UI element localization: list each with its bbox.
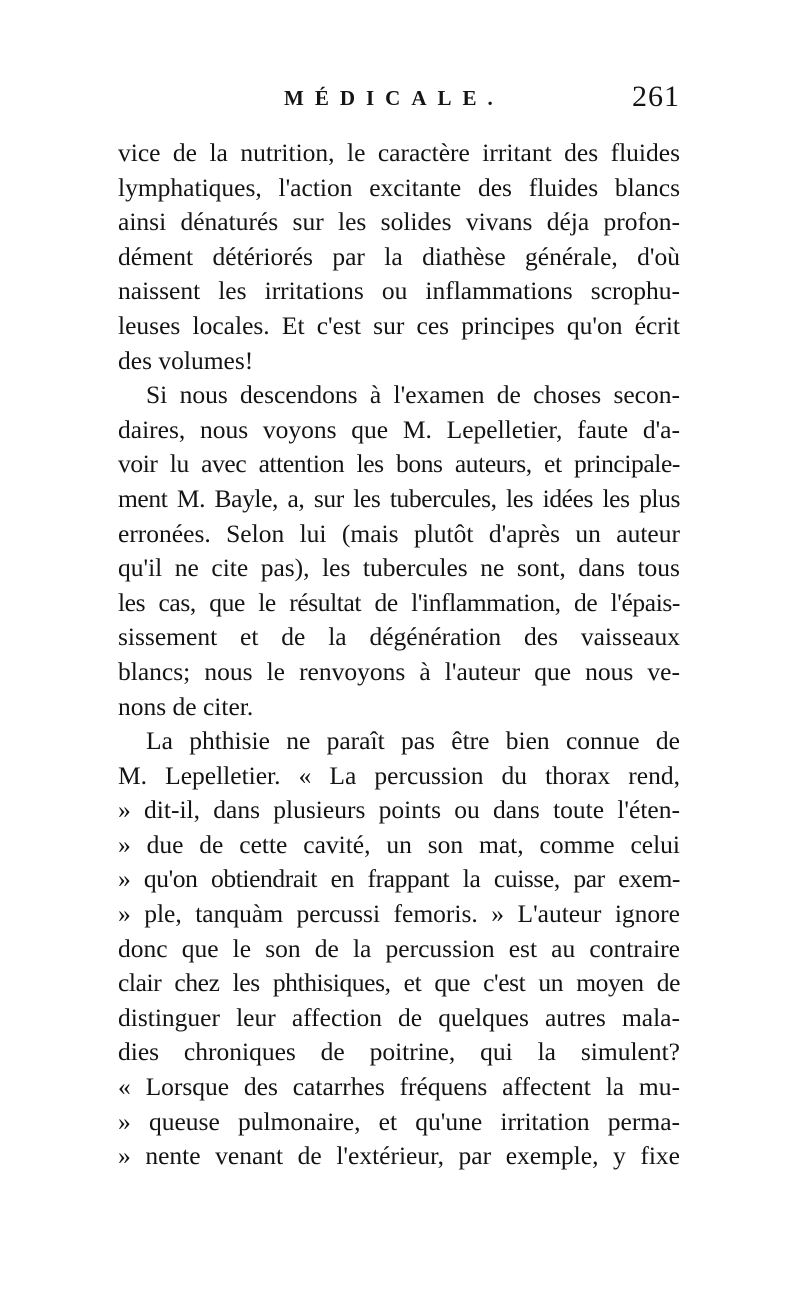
text-line: dies chroniques de poitrine, qui la simulent?: [118, 1037, 680, 1067]
text-line: nons de citer.: [118, 691, 254, 721]
text-line: » due de cette cavité, un son mat, comme celui: [118, 829, 680, 859]
text-line: » queuse pulmonaire, et qu'une irritation perma-: [118, 1106, 680, 1136]
text-line: lymphatiques, l'action excitante des fluides blancs: [118, 172, 680, 202]
text-line: » nente venant de l'extérieur, par exemple, y fixe: [118, 1141, 680, 1171]
text-line: sissement et de la dégénération des vaisseaux: [118, 622, 680, 652]
text-line: Si nous descendons à l'examen de choses secon-: [146, 380, 680, 410]
text-line: La phthisie ne paraît pas être bien connue de: [146, 726, 680, 756]
text-line: distinguer leur affection de quelques autres mala-: [118, 1002, 680, 1032]
text-line: erronées. Selon lui (mais plutôt d'après un auteur: [118, 518, 680, 548]
text-line: M. Lepelletier. « La percussion du thorax rend,: [118, 760, 680, 790]
text-line: voir lu avec attention les bons auteurs, et principale-: [118, 449, 680, 479]
text-line: dément détériorés par la diathèse générale, d'où: [118, 241, 680, 271]
text-line: » dit-il, dans plusieurs points ou dans toute l'éten-: [118, 795, 680, 825]
text-line: » qu'on obtiendrait en frappant la cuisse, par exem-: [118, 864, 680, 894]
text-line: ment M. Bayle, a, sur les tubercules, les idées les plus: [118, 483, 680, 513]
page-margin: [0, 1180, 800, 1300]
text-line: » ple, tanquàm percussi femoris. » L'auteur ignore: [118, 899, 680, 929]
body-text: [118, 136, 680, 1174]
text-line: clair chez les phthisiques, et que c'est un moyen de: [118, 968, 680, 998]
text-line: donc que le son de la percussion est au contraire: [118, 933, 680, 963]
text-line: « Lorsque des catarrhes fréquens affectent la mu-: [118, 1072, 680, 1102]
text-line: vice de la nutrition, le caractère irritant des fluides: [118, 138, 680, 167]
text-line: qu'il ne cite pas), les tubercules ne sont, dans tous: [118, 553, 680, 583]
page-number: 261: [632, 80, 680, 113]
page-header: [118, 80, 680, 126]
text-line: blancs; nous le renvoyons à l'auteur que nous ve-: [118, 656, 680, 686]
text-line: des volumes!: [118, 345, 254, 375]
text-line: les cas, que le résultat de l'inflammation, de l'épais-: [118, 587, 680, 617]
text-line: ainsi dénaturés sur les solides vivans déja profon-: [118, 207, 680, 237]
text-line: naissent les irritations ou inflammations scrophu-: [118, 276, 680, 306]
running-title: MÉDICALE.: [284, 86, 504, 110]
text-line: leuses locales. Et c'est sur ces principes qu'on écrit: [118, 310, 680, 340]
text-line: daires, nous voyons que M. Lepelletier, faute d'a-: [118, 414, 680, 444]
